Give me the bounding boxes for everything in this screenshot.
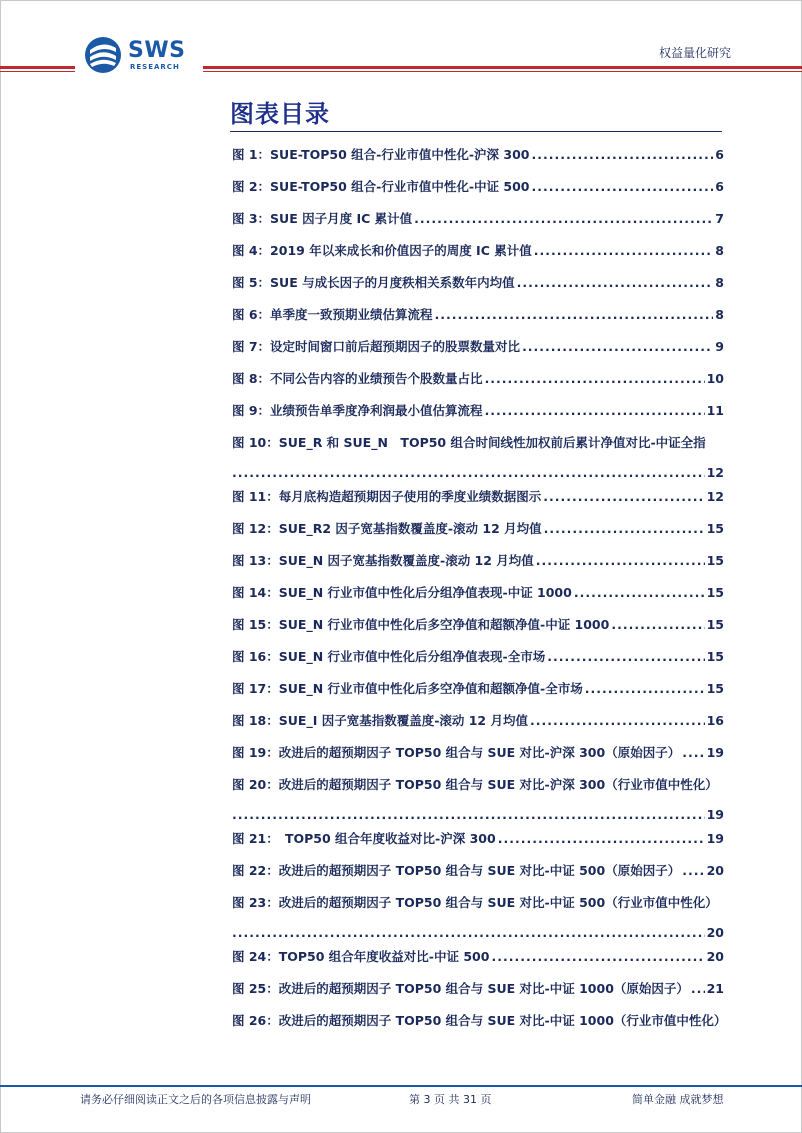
toc-entry-page: 19: [706, 807, 724, 822]
toc-entry-label: 图 19：改进后的超预期因子 TOP50 组合与 SUE 对比-沪深 300（原始因子）: [232, 745, 681, 760]
toc-entry-label: 图 3：SUE 因子月度 IC 累计值: [232, 211, 413, 226]
toc-entry[interactable]: [232, 584, 724, 602]
toc-leader-dots: [414, 210, 713, 228]
toc-leader-dots: [544, 520, 705, 538]
toc-entry-label: 图 24：TOP50 组合年度收益对比-中证 500: [232, 949, 490, 964]
toc-entry-label: 图 15：SUE_N 行业市值中性化后多空净值和超额净值-中证 1000: [232, 617, 610, 632]
toc-entry-label: 图 13：SUE_N 因子宽基指数覆盖度-滚动 12 月均值: [232, 553, 534, 568]
toc-entry[interactable]: [232, 552, 724, 570]
toc-leader-dots: [232, 464, 705, 482]
toc-entry-label: 图 12：SUE_R2 因子宽基指数覆盖度-滚动 12 月均值: [232, 521, 542, 536]
toc-entry[interactable]: [232, 776, 724, 824]
footer-disclaimer: 请务必仔细阅读正文之后的各项信息披露与声明: [80, 1093, 311, 1106]
toc-leader-dots: [485, 402, 705, 420]
toc-entry-page: 11: [706, 403, 724, 418]
toc-entry-label: 图 7：设定时间窗口前后超预期因子的股票数量对比: [232, 339, 521, 354]
toc-entry[interactable]: [232, 520, 724, 538]
toc-entry-label: 图 8：不同公告内容的业绩预告个股数量占比: [232, 371, 483, 386]
toc-entry-label: 图 18：SUE_I 因子宽基指数覆盖度-滚动 12 月均值: [232, 713, 528, 728]
page-title: 图表目录: [230, 100, 330, 128]
toc-entry-page: 15: [706, 681, 724, 696]
toc-entry-label: 图 21： TOP50 组合年度收益对比-沪深 300: [232, 831, 496, 846]
toc-entry-label: 图 11：每月底构造超预期因子使用的季度业绩数据图示: [232, 489, 542, 504]
toc-leader-dots: [232, 806, 705, 824]
header-rule-left: [0, 66, 75, 69]
toc-entry-page: 20: [706, 863, 724, 878]
toc-entry-page: 19: [706, 745, 724, 760]
toc-entry-label: 图 17：SUE_N 行业市值中性化后多空净值和超额净值-全市场: [232, 681, 583, 696]
toc-entry-label: 图 10：SUE_R 和 SUE_N TOP50 组合时间线性加权前后累计净值对比-中证全指: [232, 435, 706, 450]
toc-entry-page: 21: [706, 981, 724, 996]
footer-rule: [0, 1085, 802, 1087]
toc-entry[interactable]: [232, 980, 724, 998]
toc-entry[interactable]: [232, 178, 724, 196]
toc-entry[interactable]: [232, 616, 724, 634]
toc-leader-dots: [691, 980, 705, 998]
section-label: 权益量化研究: [659, 46, 732, 60]
toc-entry[interactable]: [232, 338, 724, 356]
footer-page-info: 第 3 页 共 31 页: [409, 1093, 492, 1106]
toc-entry[interactable]: [232, 274, 724, 292]
toc-entry-label: 图 25：改进后的超预期因子 TOP50 组合与 SUE 对比-中证 1000（原始因子）: [232, 981, 689, 996]
toc-entry-page: 15: [706, 585, 724, 600]
toc-entry[interactable]: [232, 306, 724, 324]
toc-entry-page: 20: [706, 925, 724, 940]
toc-entry-page: 15: [706, 521, 724, 536]
toc-entry-page: 9: [715, 339, 724, 354]
toc-leader-dots: [547, 648, 704, 666]
toc-entry[interactable]: [232, 862, 724, 880]
toc-entry-label: 图 20：改进后的超预期因子 TOP50 组合与 SUE 对比-沪深 300（行业市值中性化）: [232, 777, 718, 792]
toc-entry-page: 12: [706, 465, 724, 480]
toc-entry-label: 图 5：SUE 与成长因子的月度秩相关系数年内均值: [232, 275, 515, 290]
toc-entry-page: 12: [706, 489, 724, 504]
toc-entry[interactable]: [232, 648, 724, 666]
toc-entry[interactable]: [232, 242, 724, 260]
toc-entry-label: 图 23：改进后的超预期因子 TOP50 组合与 SUE 对比-中证 500（行业市值中性化）: [232, 895, 718, 910]
logo-subtext: RESEARCH: [130, 63, 180, 71]
toc-leader-dots: [682, 744, 704, 762]
toc-leader-dots: [534, 242, 714, 260]
logo-wordmark: SWS: [128, 38, 186, 63]
header-rule-left-thin: [0, 71, 75, 72]
toc-leader-dots: [574, 584, 705, 602]
toc-leader-dots: [531, 178, 713, 196]
toc-entry[interactable]: [232, 402, 724, 420]
toc-entry[interactable]: [232, 370, 724, 388]
toc-entry[interactable]: [232, 894, 724, 942]
toc-entry-label: 图 2：SUE-TOP50 组合-行业市值中性化-中证 500: [232, 179, 530, 194]
toc-entry[interactable]: [232, 210, 724, 228]
toc-entry-page: 20: [706, 949, 724, 964]
toc-entry[interactable]: [232, 488, 724, 506]
toc-entry[interactable]: [232, 830, 724, 848]
toc-entry-page: 6: [715, 147, 724, 162]
toc-entry-page: 10: [706, 371, 724, 386]
toc-leader-dots: [232, 924, 705, 942]
toc-entry-page: 8: [715, 307, 724, 322]
toc-entry-label: 图 26：改进后的超预期因子 TOP50 组合与 SUE 对比-中证 1000（行业市值中性化）: [232, 1013, 727, 1028]
toc-leader-dots: [517, 274, 714, 292]
sws-logo-icon: [84, 36, 122, 74]
toc-entry-label: 图 22：改进后的超预期因子 TOP50 组合与 SUE 对比-中证 500（原始因子）: [232, 863, 681, 878]
toc-leader-dots: [522, 338, 713, 356]
toc-entry[interactable]: [232, 680, 724, 698]
toc-entry-label: 图 9：业绩预告单季度净利润最小值估算流程: [232, 403, 483, 418]
toc-entry-label: 图 1：SUE-TOP50 组合-行业市值中性化-沪深 300: [232, 147, 530, 162]
toc-entry[interactable]: [232, 948, 724, 966]
toc-leader-dots: [531, 146, 713, 164]
toc-entry-page: 19: [706, 831, 724, 846]
toc-leader-dots: [682, 862, 704, 880]
toc-entry[interactable]: [232, 1012, 727, 1030]
toc-entry-page: 8: [715, 275, 724, 290]
title-divider: [230, 131, 722, 132]
toc-leader-dots: [491, 948, 704, 966]
toc-entry[interactable]: [232, 712, 724, 730]
toc-leader-dots: [585, 680, 705, 698]
toc-entry-page: 8: [715, 243, 724, 258]
toc-leader-dots: [530, 712, 705, 730]
header-rule-right: [203, 66, 802, 69]
toc-leader-dots: [611, 616, 704, 634]
toc-entry-page: 16: [706, 713, 724, 728]
toc-entry-label: 图 16：SUE_N 行业市值中性化后分组净值表现-全市场: [232, 649, 546, 664]
toc-entry-page: 6: [715, 179, 724, 194]
toc-entry-label: 图 6：单季度一致预期业绩估算流程: [232, 307, 433, 322]
toc-leader-dots: [485, 370, 705, 388]
toc-leader-dots: [536, 552, 705, 570]
toc-entry-page: 15: [706, 649, 724, 664]
footer-slogan: 简单金融 成就梦想: [632, 1093, 724, 1106]
toc-entry-page: 15: [706, 617, 724, 632]
toc-entry[interactable]: [232, 146, 724, 164]
toc-leader-dots: [435, 306, 714, 324]
toc-entry-page: 7: [715, 211, 724, 226]
toc-leader-dots: [498, 830, 705, 848]
toc-entry-label: 图 4：2019 年以来成长和价值因子的周度 IC 累计值: [232, 243, 532, 258]
toc-entry-label: 图 14：SUE_N 行业市值中性化后分组净值表现-中证 1000: [232, 585, 572, 600]
toc-entry-page: 15: [706, 553, 724, 568]
toc-leader-dots: [543, 488, 704, 506]
sws-logo: [84, 36, 194, 76]
toc-entry[interactable]: [232, 744, 724, 762]
header-rule-right-thin: [203, 71, 802, 72]
toc-entry[interactable]: [232, 434, 724, 482]
